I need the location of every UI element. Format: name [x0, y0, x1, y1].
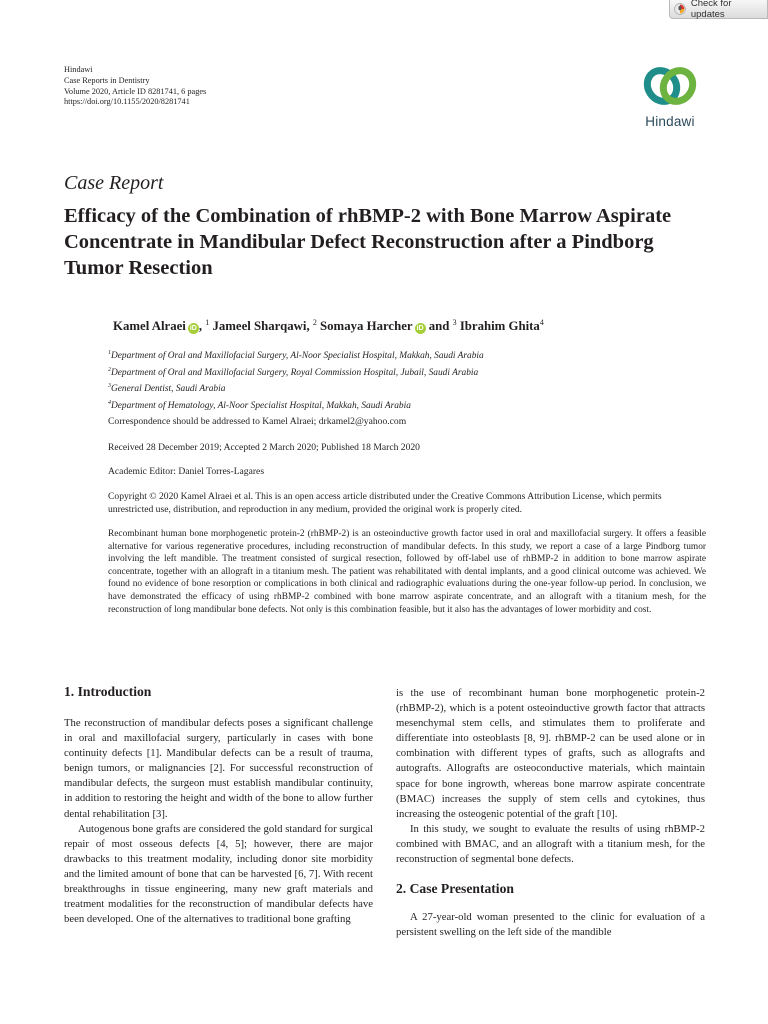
author-name: Kamel Alraei [113, 319, 186, 333]
paragraph: is the use of recombinant human bone morphogenetic protein-2 (rhBMP-2), which is a potent osteoinductive growth factor that attracts mesenchymal stem cells, and stimulates them to proliferate and differentiate into osteoblasts [8, 9]. rhBMP-2 can be used alone or in combination with different types of grafts, such as allografts and autografts. Allografts are osteoconductive materials, which maintain space for bone ingrowth, whereas bone marrow aspirate concentrate (BMAC) increases the supply of stem cells and cytokines, thus increasing the osteogenic potential of the graft [10]. [396, 687, 705, 820]
check-updates-icon [674, 3, 686, 15]
affiliation-text: Department of Oral and Maxillofacial Surgery, Royal Commission Hospital, Jubail, Saudi Arabia [111, 367, 479, 378]
affiliation-text: Department of Hematology, Al-Noor Specialist Hospital, Makkah, Saudi Arabia [111, 400, 411, 411]
affiliation-item [108, 397, 484, 414]
check-updates-label: Check for updates [690, 0, 732, 20]
abstract: Recombinant human bone morphogenetic protein-2 (rhBMP-2) is an osteoinductive growth factor used in oral and maxillofacial surgery. It offers a feasible alternative for various regenerative procedures, including reconstruction of mandibular defects. In this study, we report a case of a large Pindborg tumor involving the left mandible. The treatment consisted of surgical resection, followed by off-label use of rhBMP-2 in addition to bone marrow aspirate concentrate, together with an allograft in a titanium mesh. The patient was rehabilitated with dental implants, and a good clinical outcome was achieved. We found no evidence of bone resorption or complications in both clinical and radiographic evaluations during the one-year follow-up period. In conclusion, we have demonstrated the efficacy of using rhBMP-2 combined with bone marrow aspirate concentrate, and an allograft with a titanium mesh, for the reconstruction of long mandibular bone defects. Not only is this combination feasible, but it also has the advantages of lower morbidity and cost. [108, 529, 706, 615]
copyright-notice: Copyright © 2020 Kamel Alraei et al. This is an open access article distributed under the Creative Commons Attribution License, which permits unrestricted use, distribution, and reproduction in any medium, provided the original work is properly cited. [108, 491, 662, 515]
journal-volume: Volume 2020, Article ID 8281741, 6 pages [64, 86, 207, 96]
section-heading: 2. Case Presentation [396, 881, 514, 897]
paragraph: The reconstruction of mandibular defects poses a significant challenge in oral and maxillofacial surgery, particularly in cases with bone continuity defects [1]. Mandibular defects can be a result of trauma, benign tumors, or malignancies [2]. For successful reconstruction of mandibular defects, the surgeon must establish mandibular continuity, in addition to restoring the height and width of the bone to allow further dental rehabilitation [3]. [64, 717, 373, 820]
paragraph: A 27-year-old woman presented to the clinic for evaluation of a persistent swelling on the left side of the mandible [396, 911, 705, 939]
check-for-updates-button[interactable] [669, 0, 768, 19]
orcid-icon[interactable]: iD [189, 325, 197, 332]
hindawi-rings-icon [634, 64, 706, 110]
author-affil-num: 4 [539, 318, 544, 327]
paragraph: Autogenous bone grafts are considered the gold standard for surgical repair of most osseous defects [4, 5]; however, there are major drawbacks to this treatment modality, including donor site morbidity and the limited amount of bone that can be harvested [6, 7]. With recent breakthroughs in tissue engineering, many new graft materials and treatment modalities for the reconstruction of mandibular defects have been developed. One of the alternatives to traditional bone grafting [64, 822, 373, 926]
affiliation-list [108, 347, 484, 413]
hindawi-logo [634, 64, 706, 132]
correspondence: Correspondence should be addressed to Kamel Alraei; drkamel2@yahoo.com [108, 416, 407, 427]
journal-name: Case Reports in Dentistry [64, 75, 150, 85]
author-separator: , [306, 319, 313, 333]
logo-wordmark: Hindawi [645, 114, 695, 129]
affiliation-num: 2 [108, 366, 111, 373]
author-affil-num: 3 [452, 318, 457, 327]
paragraph: In this study, we sought to evaluate the results of using rhBMP-2 combined with BMAC, and an allograft with a titanium mesh, for the reconstruction of segmental bone defects. [396, 822, 705, 866]
affiliation-text: Department of Oral and Maxillofacial Surgery, Al-Noor Specialist Hospital, Makkah, Saudi Arabia [111, 351, 484, 361]
author-list [113, 318, 544, 334]
article-type: Case Report [64, 172, 164, 194]
affiliation-item [108, 364, 484, 381]
author-separator: , [198, 319, 206, 333]
publication-dates: Received 28 December 2019; Accepted 2 March 2020; Published 18 March 2020 [108, 442, 420, 453]
academic-editor: Academic Editor: Daniel Torres-Lagares [108, 466, 265, 477]
author-name: Somaya Harcher [320, 319, 413, 333]
right-column [396, 686, 705, 940]
author-name: Jameel Sharqawi [212, 319, 307, 333]
section-heading: 1. Introduction [64, 684, 152, 699]
affiliation-item [108, 380, 484, 397]
left-column [64, 683, 373, 927]
affiliation-num: 4 [108, 399, 111, 406]
doi-link[interactable]: https://doi.org/10.1155/2020/8281741 [64, 97, 190, 107]
journal-header [64, 65, 206, 108]
affiliation-num: 3 [108, 383, 111, 390]
article-title: Efficacy of the Combination of rhBMP-2 with Bone Marrow Aspirate Concentrate in Mandibular Defect Reconstruction after a Pindborg Tumor Resection [64, 205, 672, 279]
publisher-name: Hindawi [64, 65, 93, 74]
author-separator: and [425, 319, 453, 333]
author-affil-num: 1 [205, 318, 210, 327]
author-affil-num: 2 [312, 318, 317, 327]
affiliation-num: 1 [108, 350, 111, 356]
author-name: Ibrahim Ghita [459, 319, 540, 333]
affiliation-item [108, 347, 484, 364]
orcid-icon[interactable]: iD [416, 325, 424, 332]
affiliation-text: General Dentist, Saudi Arabia [111, 384, 226, 395]
